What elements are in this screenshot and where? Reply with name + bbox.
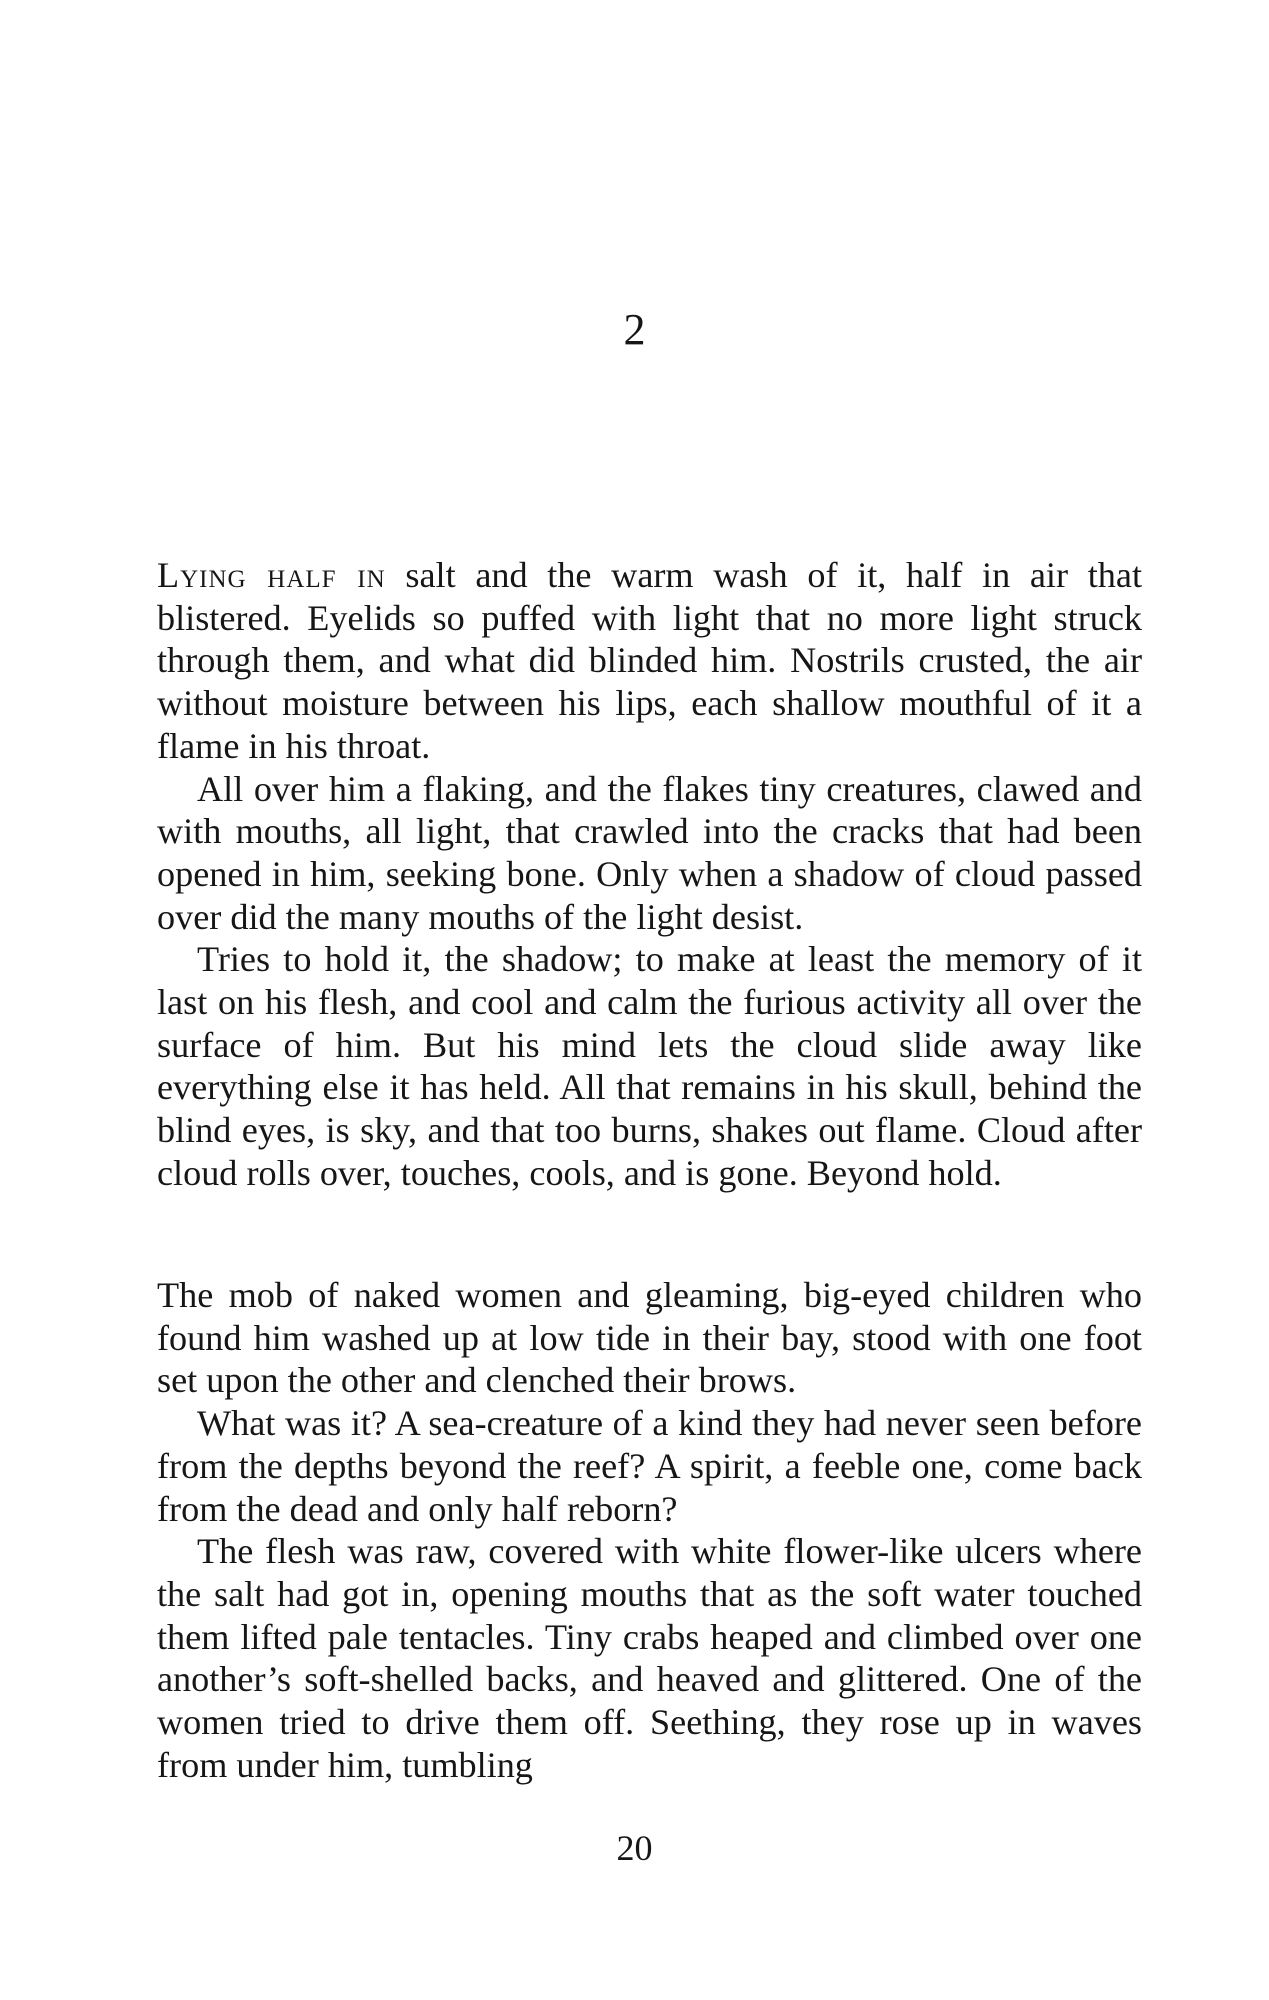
chapter-number: 2 — [623, 305, 646, 354]
paragraph-4: The mob of naked women and gleaming, big-eyed children who found him washed up at low tide in their bay, stood with one foot set upon the other and clenched their brows. — [157, 1275, 1142, 1401]
paragraph-2: All over him a flaking, and the flakes tiny creatures, clawed and with mouths, all light, that crawled into the cracks that had been opened in him, seeking bone. Only when a shadow of cloud passed over did the many mouths of the light desist. — [157, 768, 1142, 937]
paragraph-1 — [157, 554, 1142, 768]
section-two — [157, 1274, 1142, 1786]
paragraph-6: The flesh was raw, covered with white flower-like ulcers where the salt had got in, opening mouths that as the soft water touched them lifted pale tentacles. Tiny crabs heaped and climbed over one another’s soft-shelled backs, and heaved and glittered. One of the women tried to drive them off. Seething, they rose up in waves from under him, tumbling — [157, 1531, 1142, 1785]
paragraph-5: What was it? A sea-creature of a kind they had never seen before from the depths beyond the reef? A spirit, a feeble one, come back from the dead and only half reborn? — [157, 1403, 1142, 1529]
section-one — [157, 554, 1142, 1195]
page-number: 20 — [616, 1828, 653, 1868]
paragraph-3: Tries to hold it, the shadow; to make at least the memory of it last on his flesh, and cool and calm the furious activity all over the surface of him. But his mind lets the cloud slide away like everything else it has held. All that remains in his skull, behind the blind eyes, is sky, and that too burns, shakes out flame. Cloud after cloud rolls over, touches, cools, and is gone. Beyond hold. — [157, 939, 1142, 1193]
paragraph-1-text: salt and the warm wash of it, half in air that blistered. Eyelids so puffed with light that no more light struck through them, and what did blinded him. Nostrils crusted, the air without moisture between his lips, each shallow mouthful of it a flame in his throat. — [157, 555, 1142, 766]
opening-smallcaps: Lying half in — [157, 555, 386, 595]
